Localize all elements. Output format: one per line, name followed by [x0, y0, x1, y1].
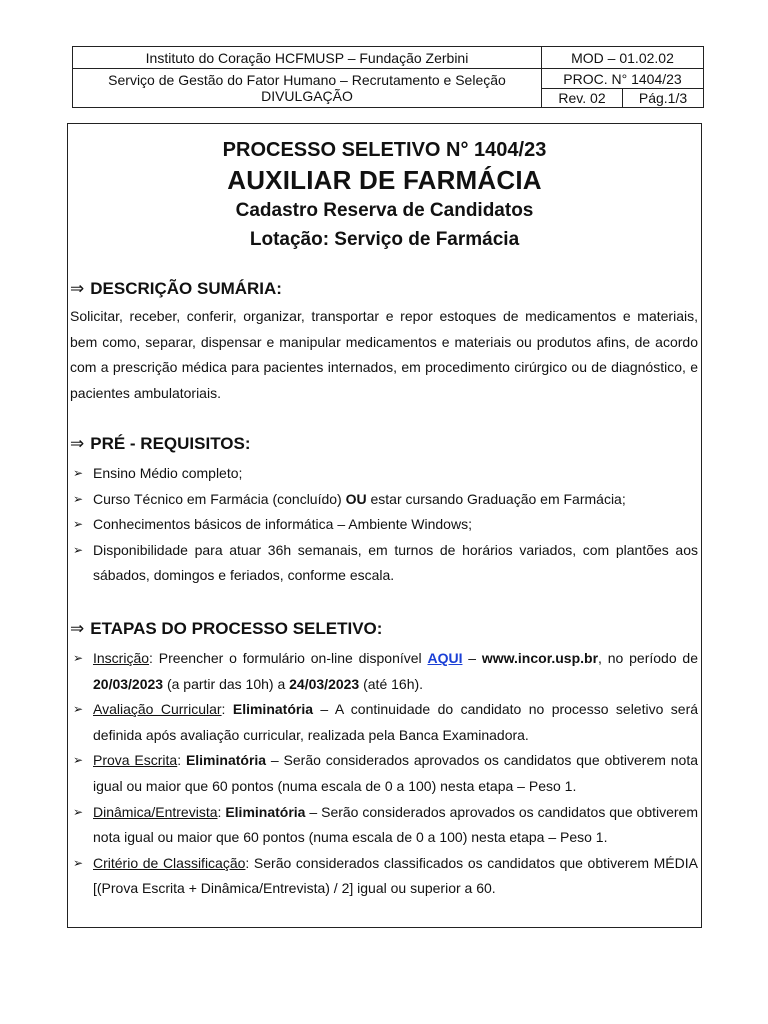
requisito-text: Ensino Médio completo; — [93, 465, 243, 481]
bullet-arrow-icon: ➢ — [73, 702, 84, 717]
inscricao-text: : Preencher o formulário on-line disponível — [149, 650, 428, 666]
requisitos-heading-text: PRÉ - REQUISITOS: — [90, 434, 251, 453]
arrow-icon: ⇒ — [70, 619, 85, 638]
document-header-table — [72, 46, 704, 108]
criterio-text: : Serão considerados classificados os candidatos que obtiverem MÉDIA [(Prova Escrita + Dinâmica/Entrevista) / 2] igual ou superior a 60. — [93, 854, 698, 897]
eliminatoria-label: Eliminatória — [185, 752, 267, 769]
list-item — [70, 800, 698, 851]
list-item — [70, 538, 698, 589]
avaliacao-label: Avaliação Curricular — [93, 701, 222, 718]
end-date: 24/03/2023 — [289, 675, 360, 692]
descricao-heading — [70, 279, 282, 299]
arrow-icon: ⇒ — [70, 434, 85, 453]
institute-name: Instituto do Coração HCFMUSP – Fundação Zerbini — [73, 47, 542, 69]
arrow-icon: ⇒ — [70, 279, 85, 298]
revision: Rev. 02 — [542, 89, 623, 108]
bullet-arrow-icon: ➢ — [73, 651, 84, 665]
separator: : — [217, 803, 226, 820]
descricao-heading-text: DESCRIÇÃO SUMÁRIA: — [90, 279, 282, 298]
divulgacao-label: DIVULGAÇÃO — [261, 88, 353, 104]
inscricao-text: (até 16h). — [359, 675, 424, 692]
bullet-arrow-icon: ➢ — [73, 517, 84, 532]
etapas-heading — [70, 619, 382, 639]
reserve-subtitle: Cadastro Reserva de Candidatos — [235, 200, 534, 221]
location-subtitle: Lotação: Serviço de Farmácia — [249, 229, 520, 250]
list-item — [70, 697, 698, 748]
list-item — [70, 512, 698, 538]
service-name: Serviço de Gestão do Fator Humano – Recrutamento e Seleção — [108, 72, 506, 88]
requisito-text: estar cursando Graduação em Farmácia; — [366, 490, 626, 507]
process-title: PROCESSO SELETIVO N° 1404/23 — [222, 139, 547, 161]
bullet-arrow-icon: ➢ — [73, 466, 84, 480]
criterio-label: Critério de Classificação — [93, 854, 246, 871]
proc-number: PROC. N° 1404/23 — [542, 69, 704, 89]
bullet-arrow-icon: ➢ — [73, 491, 84, 506]
requisito-text: Conhecimentos básicos de informática – Ambiente Windows; — [93, 516, 472, 533]
inscricao-label: Inscrição — [93, 650, 150, 666]
site-url: www.incor.usp.br — [481, 650, 599, 666]
eliminatoria-label: Eliminatória — [225, 803, 306, 820]
service-cell — [73, 69, 542, 108]
list-item — [70, 748, 698, 799]
start-date: 20/03/2023 — [93, 675, 164, 692]
bullet-arrow-icon: ➢ — [73, 804, 84, 819]
requisito-text: Curso Técnico em Farmácia (concluído) — [93, 490, 346, 507]
requisito-text: Disponibilidade para atuar 36h semanais, em turnos de horários variados, com plantões aos sábados, domingos e feriados, conforme escala. — [93, 541, 698, 584]
list-item — [70, 461, 698, 487]
page-number: Pág.1/3 — [623, 89, 704, 108]
dinamica-label: Dinâmica/Entrevista — [93, 803, 218, 820]
prova-label: Prova Escrita — [93, 752, 178, 769]
requisito-or: OU — [345, 490, 367, 507]
separator: : — [177, 752, 186, 769]
list-item — [70, 851, 698, 902]
bullet-arrow-icon: ➢ — [73, 753, 84, 768]
mod-code: MOD – 01.02.02 — [542, 47, 704, 69]
bullet-arrow-icon: ➢ — [73, 855, 84, 870]
etapas-list — [70, 646, 698, 902]
inscricao-text: (a partir das 10h) a — [163, 675, 290, 692]
requisitos-heading — [70, 434, 251, 454]
descricao-text: Solicitar, receber, conferir, organizar, transportar e repor estoques de medicamentos e materiais, bem como, separar, dispensar e manipular medicamentos e materiais ou produtos afins, de acordo com a prescrição médica para pacientes internados, em procedimento cirúrgico ou de diagnóstico, e pacientes ambulatoriais. — [70, 308, 698, 401]
separator: : — [221, 701, 233, 718]
avaliacao-text: – A continuidade do candidato no processo seletivo será definida após avaliação curricular, realizada pela Banca Examinadora. — [93, 701, 699, 743]
list-item — [70, 646, 698, 697]
list-item — [70, 487, 698, 513]
aqui-link[interactable]: AQUI — [427, 650, 463, 666]
prova-text: – Serão considerados aprovados os candidatos que obtiverem nota igual ou maior que 60 pontos (numa escala de 0 a 100) nesta etapa – Peso 1. — [93, 752, 699, 794]
role-title: AUXILIAR DE FARMÁCIA — [227, 165, 542, 195]
inscricao-text: , no período de — [598, 650, 698, 666]
eliminatoria-label: Eliminatória — [232, 701, 313, 718]
dinamica-text: – Serão considerados aprovados os candidatos que obtiverem nota igual ou maior que 60 pontos (numa escala de 0 a 100) nesta etapa – Peso 1. — [93, 803, 699, 846]
inscricao-text: – — [462, 650, 482, 666]
etapas-heading-text: ETAPAS DO PROCESSO SELETIVO: — [90, 619, 383, 638]
requisitos-list — [70, 461, 698, 589]
bullet-arrow-icon: ➢ — [73, 542, 84, 557]
